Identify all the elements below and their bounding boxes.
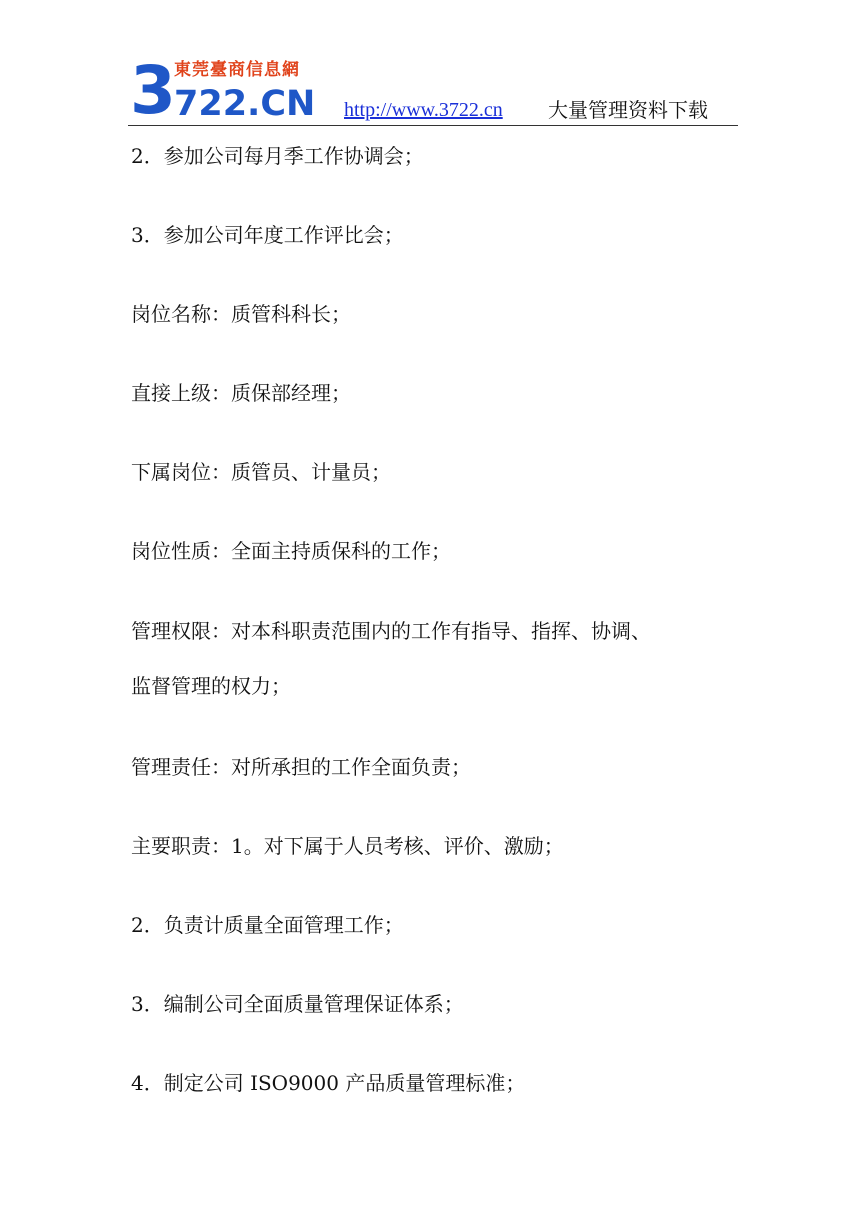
text-line: 4．制定公司 ISO9000 产品质量管理标准； — [131, 1071, 526, 1095]
text-line: 2．负责计质量全面管理工作； — [131, 913, 404, 937]
text-line: 直接上级：质保部经理； — [131, 381, 351, 405]
logo-chinese-name: 東莞臺商信息網 — [174, 60, 300, 80]
text-line: 岗位性质：全面主持质保科的工作； — [131, 539, 451, 563]
text-line: 2．参加公司每月季工作协调会； — [131, 144, 424, 168]
text-line: 下属岗位：质管员、计量员； — [131, 460, 391, 484]
logo-numeral: 3 — [130, 52, 176, 129]
text-line: 主要职责：1。对下属于人员考核、评价、激励； — [131, 834, 564, 858]
text-line: 监督管理的权力； — [131, 674, 291, 698]
site-tagline: 大量管理资料下载 — [548, 98, 708, 122]
text-line: 管理权限：对本科职责范围内的工作有指导、指挥、协调、 — [131, 619, 651, 643]
text-line: 管理责任：对所承担的工作全面负责； — [131, 755, 471, 779]
text-line: 岗位名称：质管科科长； — [131, 302, 351, 326]
page-header — [0, 0, 868, 130]
text-line: 3．参加公司年度工作评比会； — [131, 223, 404, 247]
site-logo[interactable] — [130, 52, 316, 129]
text-line: 3．编制公司全面质量管理保证体系； — [131, 992, 464, 1016]
logo-domain: 722.CN — [174, 84, 316, 124]
site-url-link[interactable]: http://www.3722.cn — [344, 99, 503, 121]
header-divider — [128, 125, 738, 126]
